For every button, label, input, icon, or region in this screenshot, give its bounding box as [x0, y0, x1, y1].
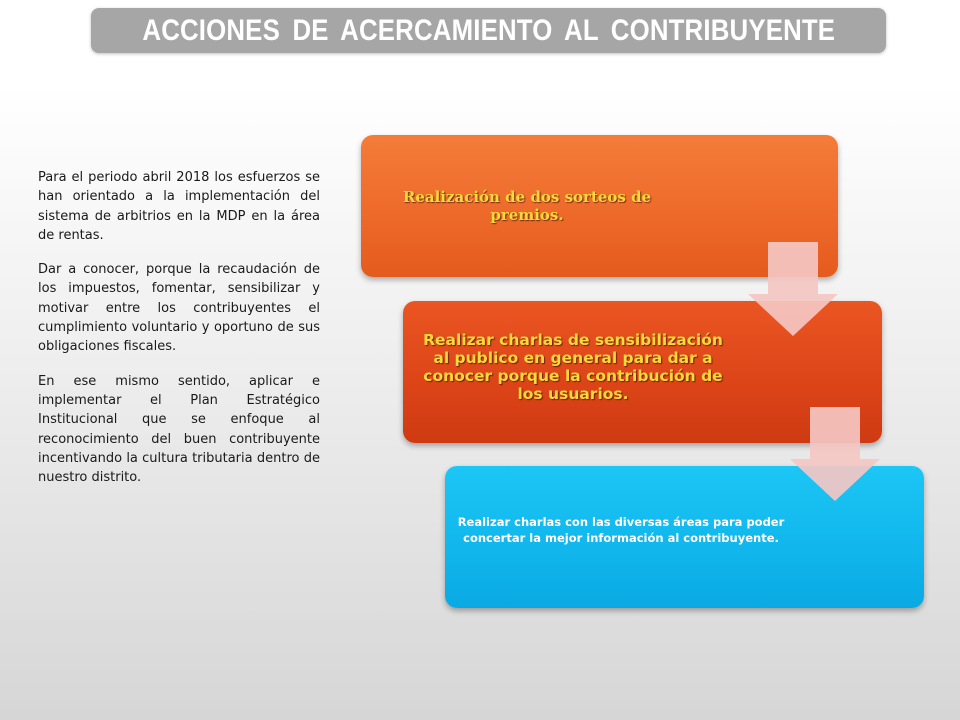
page-title: ACCIONES DE ACERCAMIENTO AL CONTRIBUYENTE	[142, 13, 835, 47]
step-1-label: Realización de dos sorteos de premios.	[402, 188, 652, 224]
title-bar	[91, 8, 886, 53]
paragraph-period: Para el periodo abril 2018 los esfuerzos se han orientado a la implementación del sistema de arbitrios en la MDP en la área de rentas.	[38, 170, 320, 243]
down-arrow-icon	[748, 242, 840, 337]
step-3-label: Realizar charlas con las diversas áreas para poder concertar la mejor información al contribuyente.	[457, 515, 785, 545]
description-text	[38, 168, 320, 502]
step-2-label: Realizar charlas de sensibilización al publico en general para dar a conocer porque la contribución de los usuarios.	[423, 331, 723, 403]
down-arrow-icon	[790, 407, 882, 502]
paragraph-strategy: En ese mismo sentido, aplicar e implementar el Plan Estratégico Institucional que se enfoque al reconocimiento del buen contribuyente incentivando la cultura tributaria dentro de nuestro distrito.	[38, 373, 320, 486]
paragraph-objective: Dar a conocer, porque la recaudación de los impuestos, fomentar, sensibilizar y motivar entre los contribuyentes el cumplimiento voluntario y oportuno de sus obligaciones fiscales.	[38, 262, 320, 355]
